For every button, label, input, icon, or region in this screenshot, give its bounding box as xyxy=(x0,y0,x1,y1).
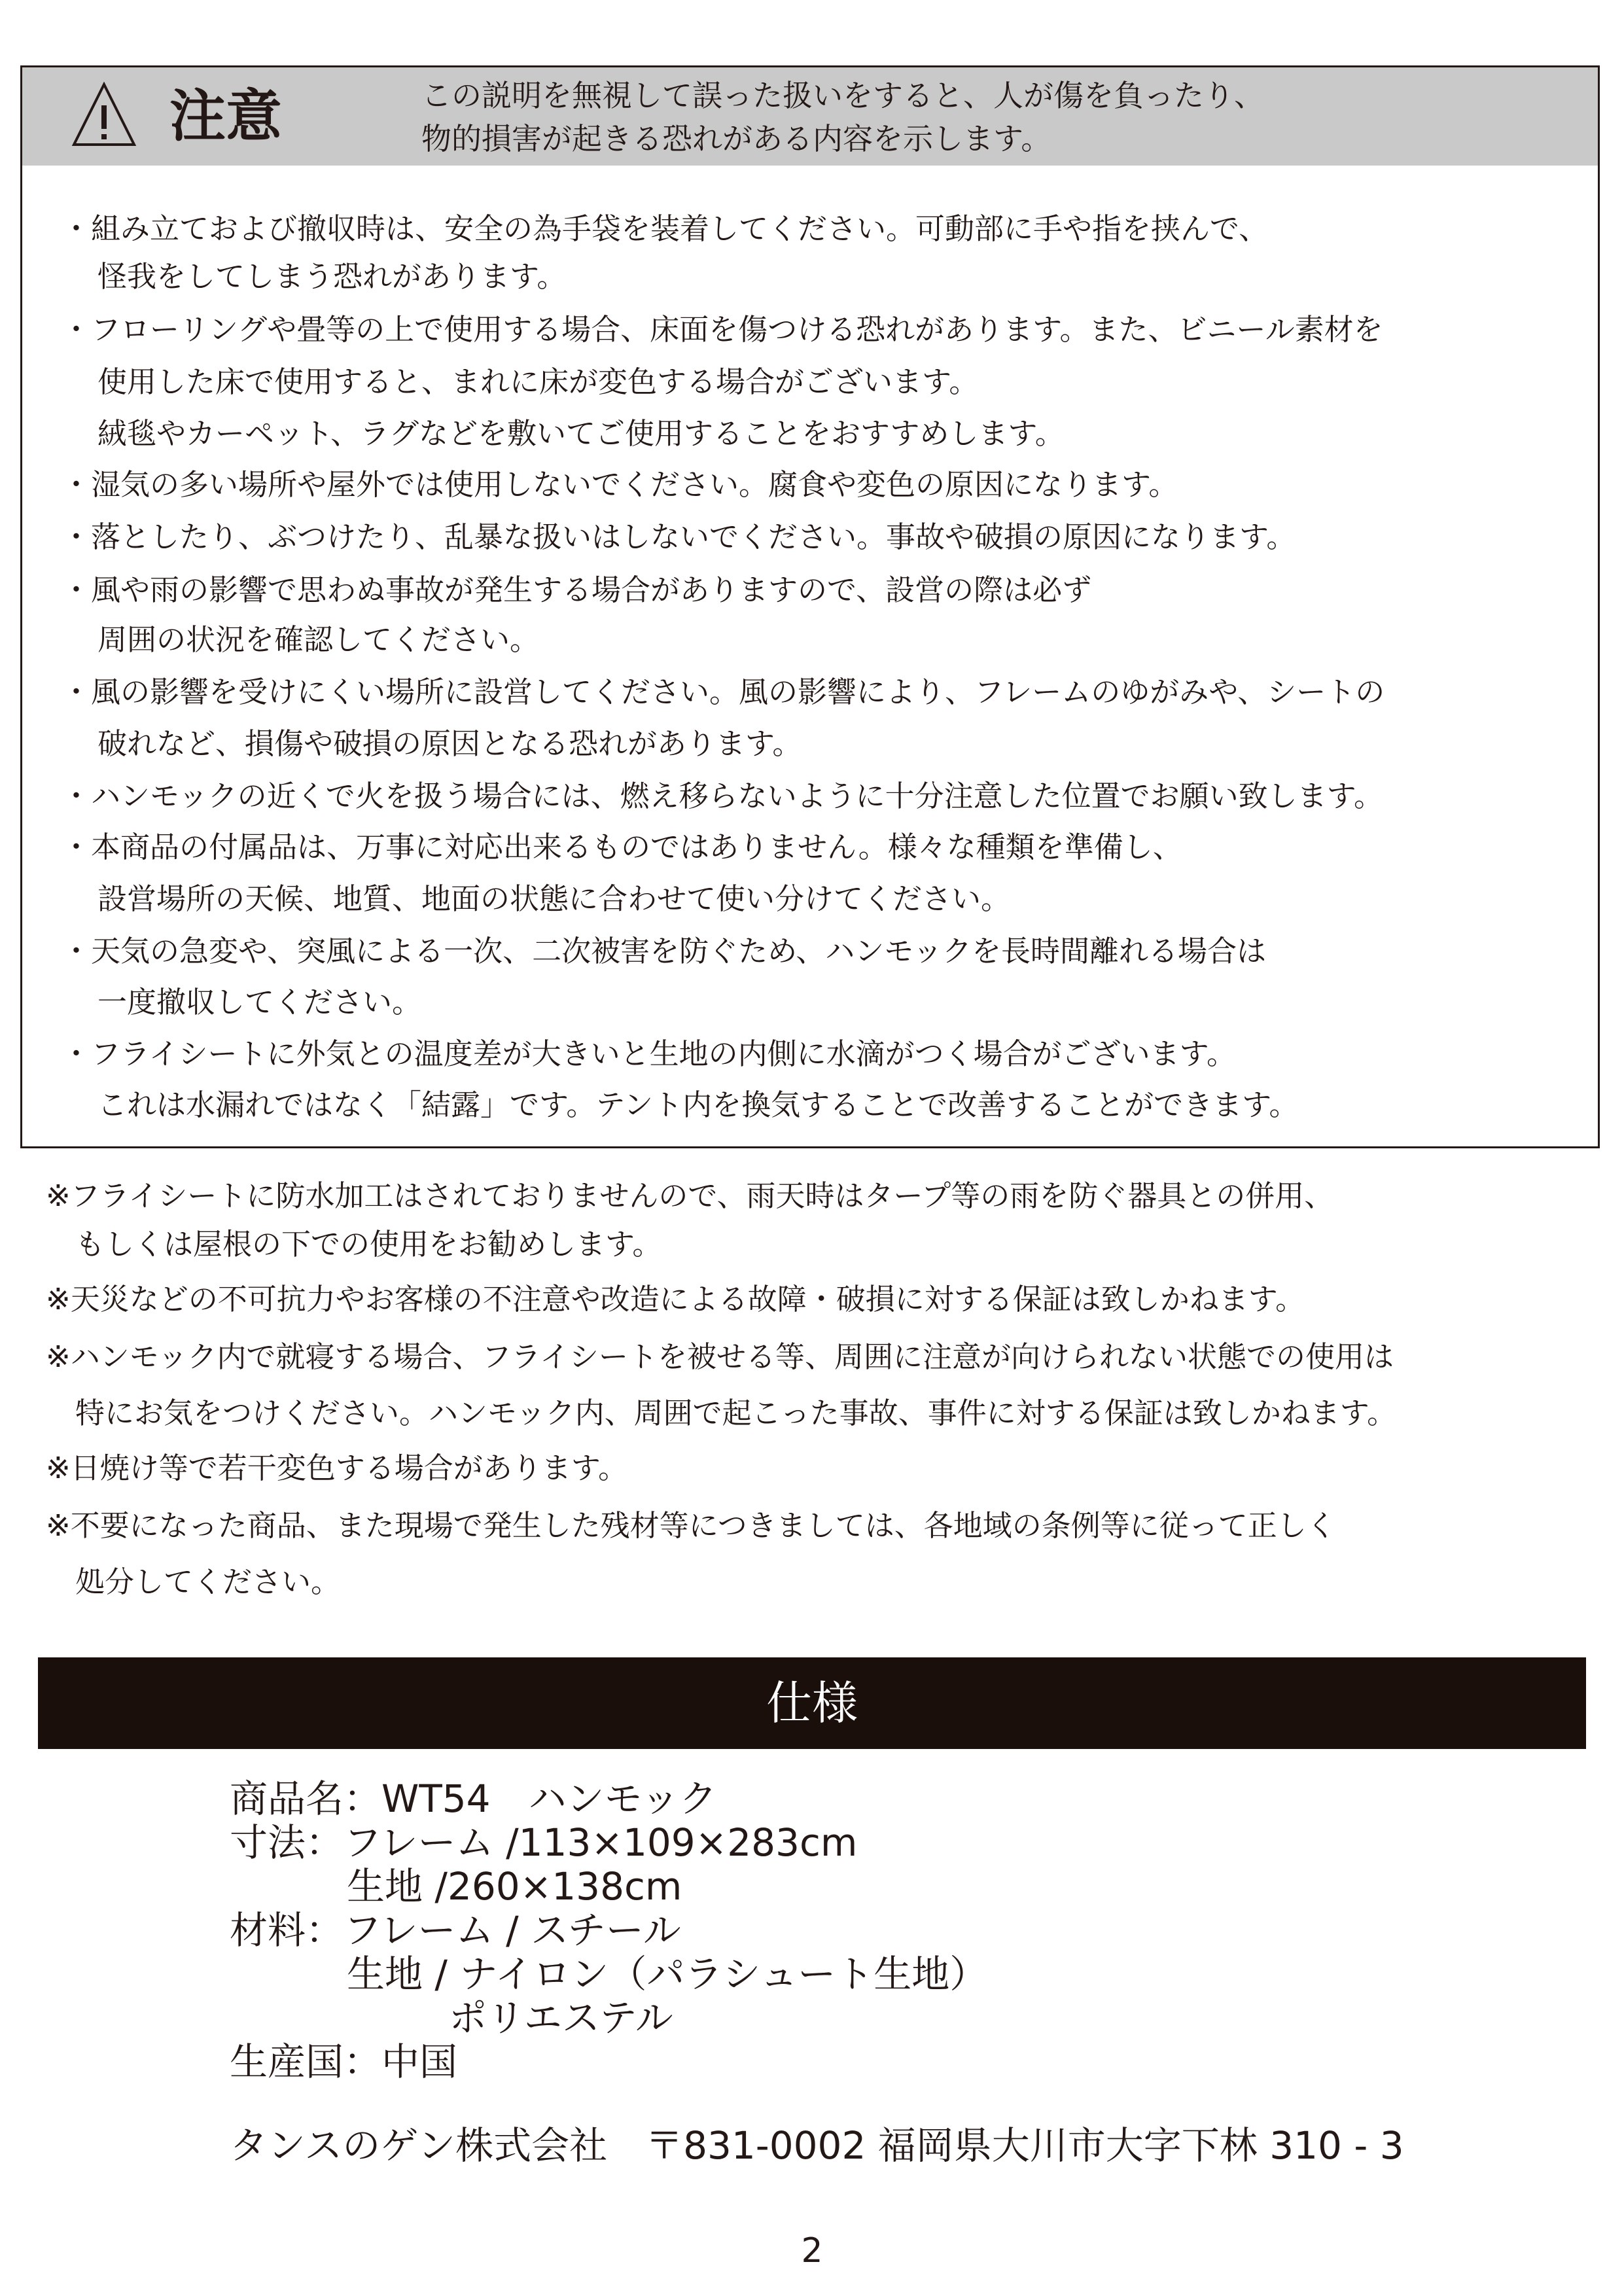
note-item: ※フライシートに防水加工はされておりませんので、雨天時はタープ等の雨を防ぐ器具との併用、 xyxy=(46,1178,1334,1213)
spec-line: 生地 /260×138cm xyxy=(347,1864,682,1909)
warning-icon xyxy=(71,82,137,147)
caution-item: ・落としたり、ぶつけたり、乱暴な扱いはしないでください。事故や破損の原因になります。 xyxy=(62,520,1296,554)
caution-title: 注意 xyxy=(169,84,282,149)
caution-item: 周囲の状況を確認してください。 xyxy=(97,622,540,657)
note-item: もしくは屋根の下での使用をお勧めします。 xyxy=(75,1227,662,1262)
caution-box xyxy=(20,65,1600,1148)
page-number: 2 xyxy=(801,2231,823,2270)
note-item: ※ハンモック内で就寝する場合、フライシートを被せる等、周囲に注意が向けられない状態での使用は xyxy=(46,1339,1394,1374)
caution-intro-line: 物的損害が起きる恐れがある内容を示します。 xyxy=(421,121,1051,156)
caution-item: これは水漏れではなく「結露」です。テント内を換気することで改善することができます。 xyxy=(97,1087,1299,1122)
note-item: 処分してください。 xyxy=(75,1564,341,1599)
caution-item: ・組み立ておよび撤収時は、安全の為手袋を装着してください。可動部に手や指を挟んで、 xyxy=(62,211,1269,246)
company-address: タンスのゲン株式会社 〒831-0002 福岡県大川市大字下林 310 - 3 xyxy=(230,2123,1404,2168)
spec-line: 生地 / ナイロン（パラシュート生地） xyxy=(347,1952,988,1996)
note-item: ※天災などの不可抗力やお客様の不注意や改造による故障・破損に対する保証は致しかねます。 xyxy=(46,1282,1305,1316)
caution-item: 一度撤収してください。 xyxy=(97,985,422,1019)
caution-item: ・ハンモックの近くで火を扱う場合には、燃え移らないように十分注意した位置でお願い致します。 xyxy=(62,779,1384,813)
caution-item: ・フライシートに外気との温度差が大きいと生地の内側に水滴がつく場合がございます。 xyxy=(62,1036,1237,1071)
caution-item: 怪我をしてしまう恐れがあります。 xyxy=(97,259,567,294)
caution-item: 絨毯やカーペット、ラグなどを敷いてご使用することをおすすめします。 xyxy=(97,416,1065,451)
note-item: 特にお気をつけください。ハンモック内、周囲で起こった事故、事件に対する保証は致しかねます。 xyxy=(75,1396,1397,1430)
caution-item: ・湿気の多い場所や屋外では使用しないでください。腐食や変色の原因になります。 xyxy=(62,467,1178,502)
note-item: ※不要になった商品、また現場で発生した残材等につきましては、各地域の条例等に従って正しく xyxy=(46,1508,1336,1543)
caution-item: ・風の影響を受けにくい場所に設営してください。風の影響により、フレームのゆがみや、シートの xyxy=(62,675,1385,709)
spec-line: ポリエステル xyxy=(449,1996,673,2040)
caution-item: ・風や雨の影響で思わぬ事故が発生する場合がありますので、設営の際は必ず xyxy=(62,573,1092,607)
spec-line: 生産国：中国 xyxy=(230,2040,458,2084)
caution-intro-line: この説明を無視して誤った扱いをすると、人が傷を負ったり、 xyxy=(421,78,1264,113)
caution-item: 使用した床で使用すると、まれに床が変色する場合がございます。 xyxy=(97,364,979,399)
spec-heading: 仕様 xyxy=(38,1657,1586,1749)
spec-line: 寸法：フレーム /113×109×283cm xyxy=(230,1820,858,1865)
caution-item: ・本商品の付属品は、万事に対応出来るものではありません。様々な種類を準備し、 xyxy=(62,830,1182,864)
caution-item: 破れなど、損傷や破損の原因となる恐れがあります。 xyxy=(97,726,802,761)
spec-line: 商品名：WT54 ハンモック xyxy=(230,1776,717,1821)
caution-header xyxy=(22,67,1598,166)
note-item: ※日焼け等で若干変色する場合があります。 xyxy=(46,1451,628,1485)
caution-item: ・フローリングや畳等の上で使用する場合、床面を傷つける恐れがあります。また、ビニール素材を xyxy=(62,312,1383,347)
spec-line: 材料：フレーム / スチール xyxy=(230,1908,681,1952)
caution-item: ・天気の急変や、突風による一次、二次被害を防ぐため、ハンモックを長時間離れる場合は xyxy=(62,934,1266,968)
caution-item: 設営場所の天候、地質、地面の状態に合わせて使い分けてください。 xyxy=(97,881,1011,916)
caution-intro xyxy=(421,74,1264,160)
